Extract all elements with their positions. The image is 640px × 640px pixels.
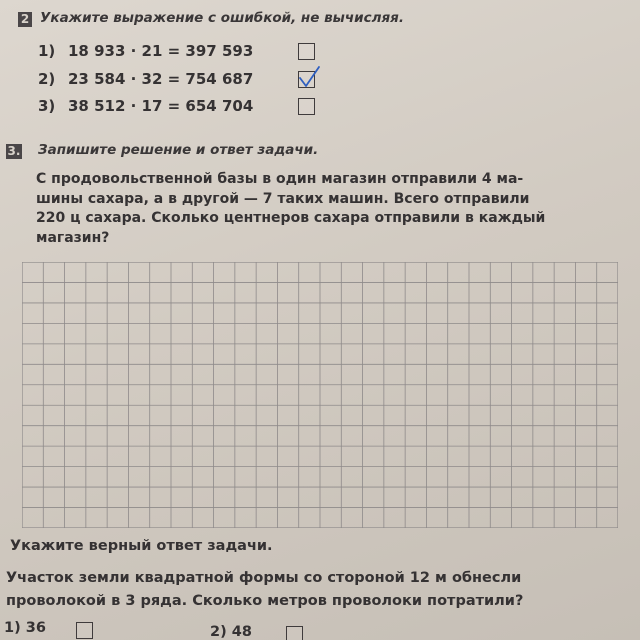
answer-checkbox-2[interactable]: [298, 71, 315, 88]
option-number: 3): [38, 97, 56, 115]
task-4-option-2: [210, 624, 252, 640]
problem-line: 220 ц сахара. Сколько центнеров сахара отправили в каждый: [36, 210, 546, 226]
option-number: 1): [4, 620, 21, 636]
task-2-option-3: [38, 97, 253, 115]
task-4-line-2: проволокой в 3 ряда. Сколько метров проволоки потратили?: [6, 593, 524, 609]
option-value: 48: [231, 624, 252, 640]
problem-line: шины сахара, а в другой — 7 таких машин. Всего отправили: [36, 190, 530, 207]
answer-checkbox-3[interactable]: [298, 98, 315, 115]
task-4-option-1: [4, 620, 46, 636]
problem-line: С продовольственной базы в один магазин отправили 4 ма-: [36, 171, 524, 187]
task-4-line-1: Участок земли квадратной формы со стороной 12 м обнесли: [6, 570, 522, 586]
option-expression: 23 584 · 32 = 754 687: [68, 70, 254, 88]
option-value: 36: [25, 620, 46, 636]
task-2-option-2: [38, 70, 253, 88]
option-expression: 38 512 · 17 = 654 704: [68, 97, 254, 115]
task-3-prompt: Запишите решение и ответ задачи.: [38, 142, 319, 158]
task-3-number: 3.: [7, 144, 21, 158]
option-number: 2): [210, 624, 227, 640]
answer-checkbox-1[interactable]: [298, 43, 315, 60]
task-3-problem-text: [36, 170, 636, 248]
task-2-prompt: Укажите выражение с ошибкой, не вычисляя.: [40, 10, 404, 26]
answer-prompt: Укажите верный ответ задачи.: [10, 538, 273, 554]
option-expression: 18 933 · 21 = 397 593: [68, 42, 254, 60]
task-2-number: 2: [18, 12, 32, 27]
checkmark-icon: [297, 66, 323, 92]
option-number: 2): [38, 70, 56, 88]
answer-checkbox-4-1[interactable]: [76, 622, 93, 639]
grid-lines: [22, 262, 618, 528]
task-2-option-1: [38, 42, 253, 60]
option-number: 1): [38, 42, 56, 60]
problem-line: магазин?: [36, 229, 110, 246]
answer-grid[interactable]: [22, 262, 618, 528]
answer-checkbox-4-2[interactable]: [286, 626, 303, 640]
